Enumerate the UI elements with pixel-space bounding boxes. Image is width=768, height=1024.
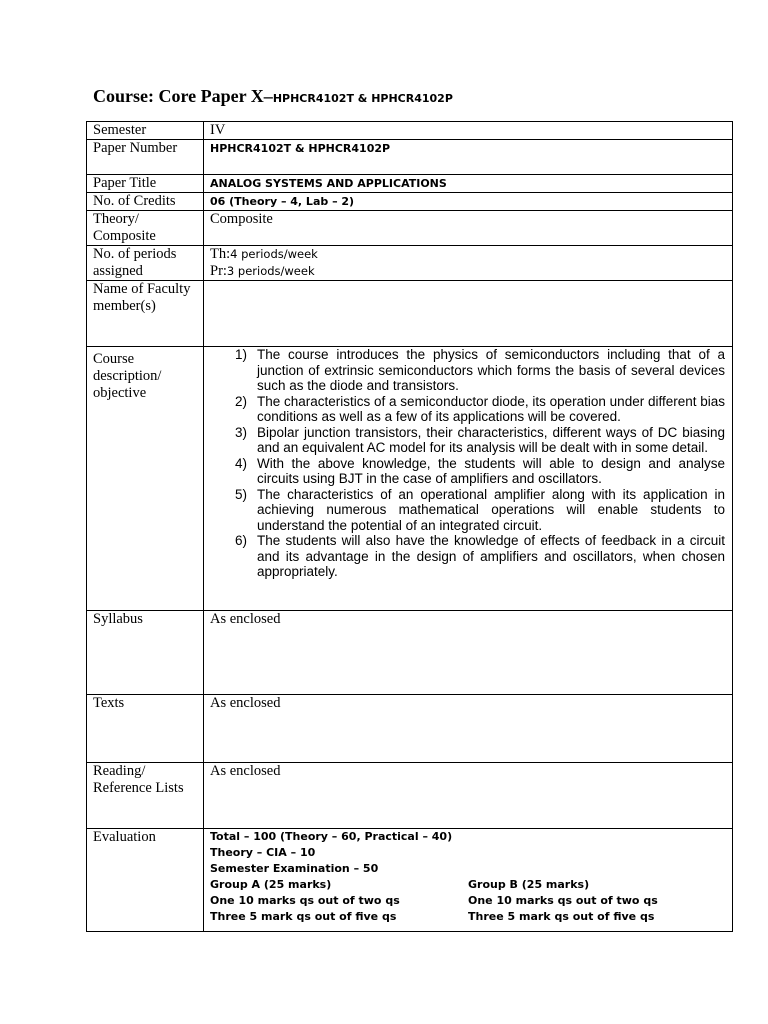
value-paper-number: HPHCR4102T & HPHCR4102P	[210, 142, 391, 155]
objective-item: 5) The characteristics of an operational amplifier along with its application in achieving numerous mathematical operations will enable students to understand the potential of an integrated circuit.	[235, 486, 725, 533]
row-evaluation	[87, 829, 733, 932]
row-faculty	[87, 281, 733, 347]
row-semester	[87, 122, 733, 140]
label-periods: No. of periods assigned	[87, 246, 204, 281]
row-course-description	[87, 347, 733, 611]
row-reading	[87, 763, 733, 829]
row-texts	[87, 695, 733, 763]
group-b: Group B (25 marks) One 10 marks qs out of two qs Three 5 mark qs out of five qs	[468, 878, 658, 923]
label-texts: Texts	[87, 695, 204, 763]
row-syllabus	[87, 611, 733, 695]
label-syllabus: Syllabus	[87, 611, 204, 695]
value-faculty	[204, 281, 733, 347]
row-theory-composite	[87, 211, 733, 246]
label-reading: Reading/ Reference Lists	[87, 763, 204, 829]
value-theory-composite: Composite	[204, 211, 733, 246]
label-course-description: Course description/ objective	[87, 347, 204, 611]
objective-list	[210, 347, 725, 580]
value-credits: 06 (Theory – 4, Lab – 2)	[210, 195, 355, 208]
row-paper-title	[87, 175, 733, 193]
title-main: Course: Core Paper X–	[93, 86, 273, 106]
eval-cia: Theory – CIA – 10	[210, 846, 316, 859]
objective-item: 4) With the above knowledge, the students will able to design and analyse circuits using BJT in the case of amplifiers and oscillators.	[235, 455, 725, 486]
label-paper-number: Paper Number	[87, 140, 204, 175]
eval-groups	[210, 877, 726, 925]
label-evaluation: Evaluation	[87, 829, 204, 932]
row-paper-number	[87, 140, 733, 175]
eval-total: Total – 100 (Theory – 60, Practical – 40)	[210, 830, 453, 843]
course-info-table	[86, 121, 733, 932]
periods-theory: Th:4 periods/week	[210, 246, 318, 262]
eval-semester-exam: Semester Examination – 50	[210, 862, 379, 875]
row-periods	[87, 246, 733, 281]
value-paper-title: ANALOG SYSTEMS AND APPLICATIONS	[210, 177, 447, 190]
group-a: Group A (25 marks) One 10 marks qs out of two qs Three 5 mark qs out of five qs	[210, 878, 400, 923]
objective-item: 2) The characteristics of a semiconductor diode, its operation under different bias conditions as well as a few of its applications will be covered.	[235, 393, 726, 424]
page-title	[93, 86, 453, 107]
label-faculty: Name of Faculty member(s)	[87, 281, 204, 347]
title-code: HPHCR4102T & HPHCR4102P	[272, 92, 453, 105]
periods-practical: Pr:3 periods/week	[210, 263, 315, 279]
objective-item: 1) The course introduces the physics of semiconductors including that of a junction of extrinsic semiconductors which forms the basis of several devices such as the diode and transistors.	[235, 347, 725, 393]
value-reading: As enclosed	[204, 763, 733, 829]
value-semester: IV	[204, 122, 733, 140]
value-texts: As enclosed	[204, 695, 733, 763]
row-credits	[87, 193, 733, 211]
label-semester: Semester	[87, 122, 204, 140]
label-credits: No. of Credits	[87, 193, 204, 211]
label-paper-title: Paper Title	[87, 175, 204, 193]
objective-item: 3) Bipolar junction transistors, their characteristics, different ways of DC biasing and an equivalent AC model for its analysis will be dealt with in some detail.	[235, 424, 725, 455]
objective-item: 6) The students will also have the knowledge of effects of feedback in a circuit and its advantage in the design of amplifiers and oscillators, when chosen appropriately.	[235, 533, 725, 579]
label-theory-composite: Theory/ Composite	[87, 211, 204, 246]
value-syllabus: As enclosed	[204, 611, 733, 695]
